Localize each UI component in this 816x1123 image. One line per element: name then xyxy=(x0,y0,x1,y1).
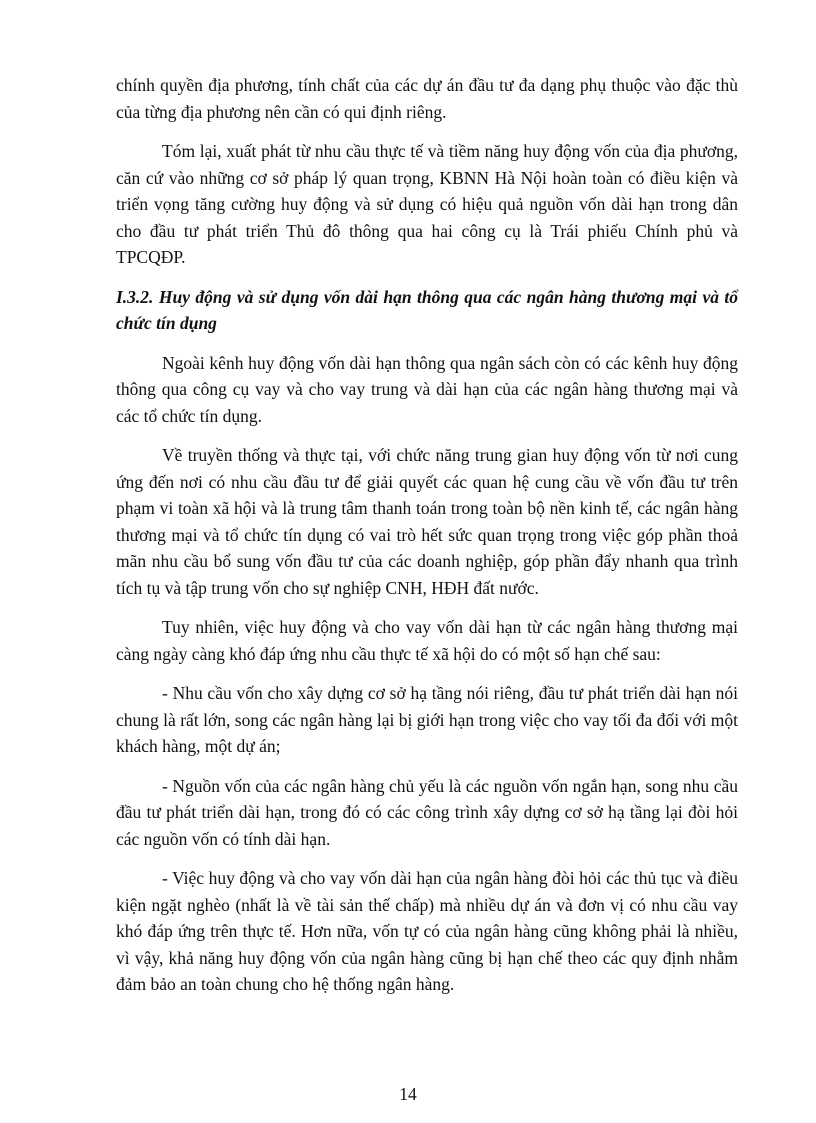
paragraph-intro: Ngoài kênh huy động vốn dài hạn thông qua ngân sách còn có các kênh huy động thông qua công cụ vay và cho vay trung và dài hạn của các ngân hàng thương mại và các tổ chức tín dụng. xyxy=(116,352,738,426)
section-heading: I.3.2. Huy động và sử dụng vốn dài hạn thông qua các ngân hàng thương mại và tổ chức tín dụng xyxy=(116,286,738,333)
paragraph-continuation: chính quyền địa phương, tính chất của các dự án đầu tư đa dạng phụ thuộc vào đặc thù của từng địa phương nên cần có qui định riêng. xyxy=(116,75,738,122)
list-item: - Nhu cầu vốn cho xây dựng cơ sở hạ tầng nói riêng, đầu tư phát triển dài hạn nói chung là rất lớn, song các ngân hàng lại bị giới hạn trong việc cho vay tối đa đối với một khách hàng, một dự án; xyxy=(116,683,738,756)
paragraph-summary: Tóm lại, xuất phát từ nhu cầu thực tế và tiềm năng huy động vốn của địa phương, căn cứ vào những cơ sở pháp lý quan trọng, KBNN Hà Nội hoàn toàn có điều kiện và triển vọng tăng cường huy động và sử dụng có hiệu quả nguồn vốn dài hạn trong dân cho đầu tư phát triển Thủ đô thông qua hai công cụ là Trái phiếu Chính phủ và TPCQĐP. xyxy=(116,141,738,267)
list-item: - Việc huy động và cho vay vốn dài hạn của ngân hàng đòi hỏi các thủ tục và điều kiện ngặt nghèo (nhất là về tài sản thế chấp) mà nhiều dự án và đơn vị có nhu cầu vay khó đáp ứng trên thực tế. Hơn nữa, vốn tự có của ngân hàng cũng không phải là nhiều, vì vậy, khả năng huy động vốn của ngân hàng cũng bị hạn chế theo các quy định nhằm đảm bảo an toàn chung cho hệ thống ngân hàng. xyxy=(116,868,738,994)
document-page-body xyxy=(116,72,738,1011)
list-item: - Nguồn vốn của các ngân hàng chủ yếu là các nguồn vốn ngắn hạn, song nhu cầu đầu tư phát triển dài hạn, trong đó có các công trình xây dựng cơ sở hạ tầng lại đòi hỏi các nguồn vốn có tính dài hạn. xyxy=(116,775,738,849)
page-number: 14 xyxy=(399,1084,417,1104)
paragraph-limitations: Tuy nhiên, việc huy động và cho vay vốn dài hạn từ các ngân hàng thương mại càng ngày càng khó đáp ứng nhu cầu thực tế xã hội do có một số hạn chế sau: xyxy=(116,617,738,664)
paragraph-tradition: Về truyền thống và thực tại, với chức năng trung gian huy động vốn từ nơi cung ứng đến nơi có nhu cầu đầu tư để giải quyết các quan hệ cung cầu về vốn đầu tư trên phạm vi toàn xã hội và là trung tâm thanh toán trong toàn bộ nền kinh tế, các ngân hàng thương mại và tổ chức tín dụng có vai trò hết sức quan trọng trong việc góp phần thoả mãn nhu cầu bổ sung vốn đầu tư của các doanh nghiệp, góp phần đẩy nhanh qua trình tích tụ và tập trung vốn cho sự nghiệp CNH, HĐH đất nước. xyxy=(116,445,738,598)
